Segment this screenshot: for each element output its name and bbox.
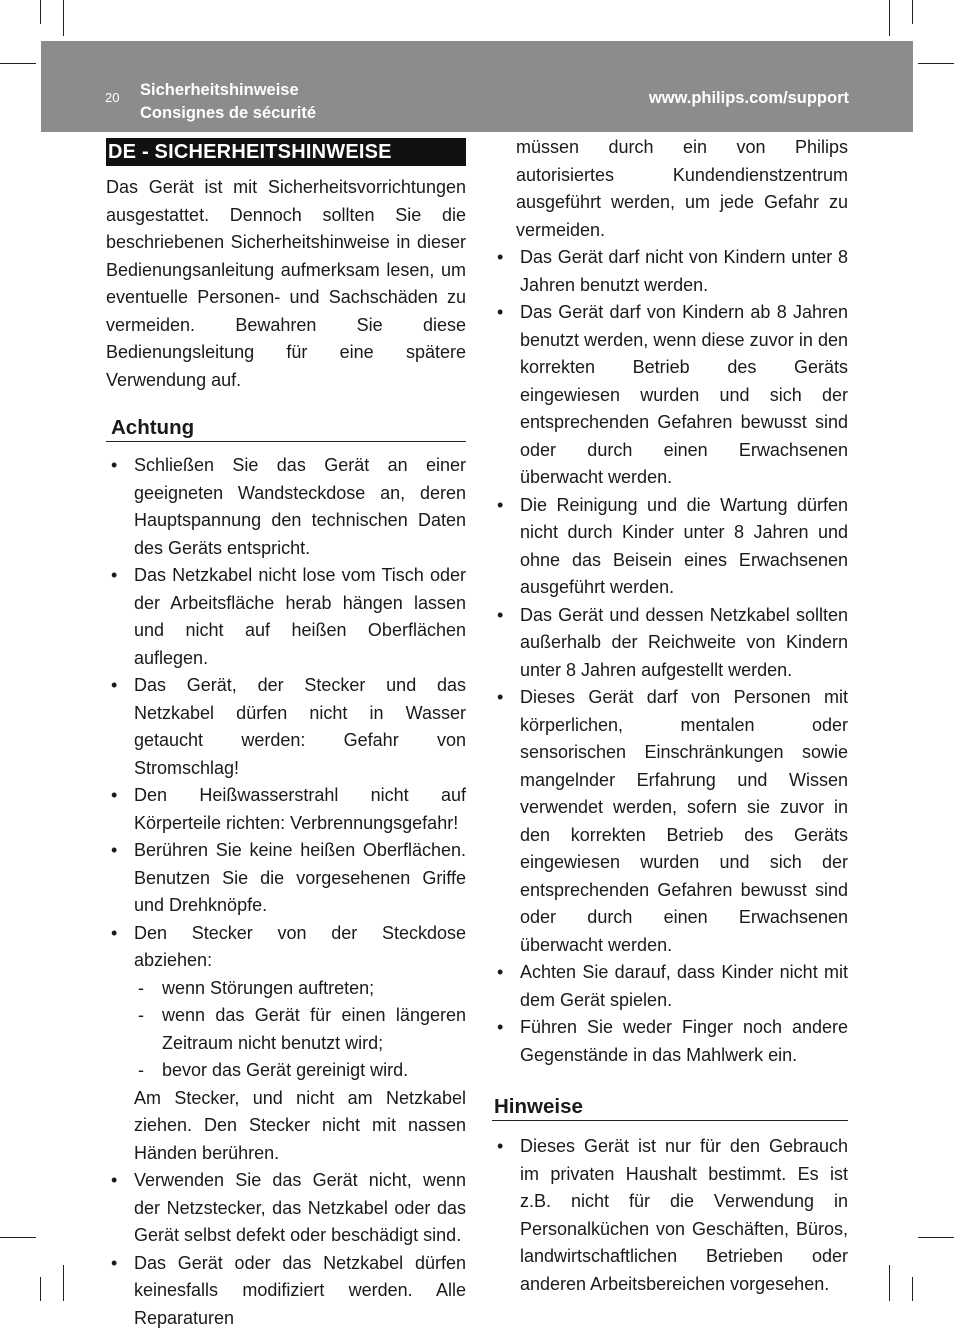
crop-mark [912, 0, 913, 24]
crop-mark [0, 63, 36, 64]
crop-mark [889, 0, 890, 36]
list-item: • Den Heißwasserstrahl nicht auf Körperteile richten: Verbrennungsgefahr! [106, 782, 466, 837]
list-item: • Die Reinigung und die Wartung dürfen nicht durch Kinder unter 8 Jahren und ohne das Beisein eines Erwachsenen ausgeführt werden. [492, 492, 848, 602]
right-column [492, 134, 848, 1298]
sub-list-item: - bevor das Gerät gereinigt wird. [134, 1057, 466, 1085]
achtung-list [106, 452, 466, 1332]
main-title: DE - SICHERHEITSHINWEISE [106, 138, 466, 166]
list-item: • Das Gerät, der Stecker und das Netzkabel dürfen nicht in Wasser getaucht werden: Gefahr von Stromschlag! [106, 672, 466, 782]
section-title-fr: Consignes de sécurité [140, 102, 316, 125]
section-title [140, 79, 316, 125]
list-item [106, 920, 466, 1168]
crop-mark [912, 1277, 913, 1301]
list-item: • Schließen Sie das Gerät an einer geeigneten Wandsteckdose an, deren Hauptspannung den technischen Daten des Geräts entspricht. [106, 452, 466, 562]
list-item: • Das Gerät und dessen Netzkabel sollten außerhalb der Reichweite von Kindern unter 8 Jahren aufgestellt werden. [492, 602, 848, 685]
continuation-text: müssen durch ein von Philips autorisiertes Kundendienstzentrum ausgeführt werden, um jede Gefahr zu vermeiden. [492, 134, 848, 244]
plug-note: Am Stecker, und nicht am Netzkabel ziehen. Den Stecker nicht mit nassen Händen berühren. [134, 1085, 466, 1168]
crop-mark [40, 1277, 41, 1301]
list-item: • Führen Sie weder Finger noch andere Gegenstände in das Mahlwerk ein. [492, 1014, 848, 1069]
list-item: • Das Netzkabel nicht lose vom Tisch oder der Arbeitsfläche herab hängen lassen und nicht auf heißen Oberflächen auflegen. [106, 562, 466, 672]
sub-list [134, 975, 466, 1085]
page-number: 20 [105, 90, 119, 105]
list-item: • Dieses Gerät darf von Personen mit körperlichen, mentalen oder sensorischen Einschränkungen sowie mangelnder Erfahrung und Wissen verwendet werden, sofern sie zuvor in den korrekten Betrieb des Geräts eingewiesen wurden und sich der entsprechenden Gefahren bewusst sind oder durch einen Erwachsenen überwacht werden. [492, 684, 848, 959]
sub-list-item: - wenn Störungen auftreten; [134, 975, 466, 1003]
right-list [492, 244, 848, 1069]
list-item: • Das Gerät oder das Netzkabel dürfen keinesfalls modifiziert werden. Alle Reparaturen [106, 1250, 466, 1332]
list-item: • Dieses Gerät ist nur für den Gebrauch im privaten Haushalt bestimmt. Es ist z.B. nicht für die Verwendung in Personalküchen von Geschäften, Büros, landwirtschaftlichen Betrieben oder anderen Arbeitsbereichen vorgesehen. [492, 1133, 848, 1298]
list-item: • Achten Sie darauf, dass Kinder nicht mit dem Gerät spielen. [492, 959, 848, 1014]
sub-list-item: - wenn das Gerät für einen längeren Zeitraum nicht benutzt wird; [134, 1002, 466, 1057]
intro-paragraph: Das Gerät ist mit Sicherheitsvorrichtungen ausgestattet. Dennoch sollten Sie die beschriebenen Sicherheitshinweise in dieser Bedienungsanleitung aufmerksam lesen, um eventuelle Personen- und Sachschäden zu vermeiden. Bewahren Sie diese Bedienungsleitung für eine spätere Verwendung auf. [106, 174, 466, 394]
list-item: • Das Gerät darf nicht von Kindern unter 8 Jahren benutzt werden. [492, 244, 848, 299]
section-title-de: Sicherheitshinweise [140, 79, 316, 102]
crop-mark [63, 1265, 64, 1301]
plug-item-text: Den Stecker von der Steckdose abziehen: [134, 923, 466, 971]
page-header [41, 41, 913, 132]
hinweise-heading: Hinweise [492, 1093, 848, 1121]
crop-mark [40, 0, 41, 24]
list-item: • Verwenden Sie das Gerät nicht, wenn der Netzstecker, das Netzkabel oder das Gerät selbst defekt oder beschädigt sind. [106, 1167, 466, 1250]
crop-mark [918, 1237, 954, 1238]
hinweise-list [492, 1133, 848, 1298]
list-item: • Das Gerät darf von Kindern ab 8 Jahren benutzt werden, wenn diese zuvor in den korrekten Betrieb des Geräts eingewiesen wurden und sich der entsprechenden Gefahren bewusst sind oder durch einen Erwachsenen überwacht werden. [492, 299, 848, 492]
achtung-heading: Achtung [106, 414, 466, 442]
list-item: • Berühren Sie keine heißen Oberflächen. Benutzen Sie die vorgesehenen Griffe und Drehknöpfe. [106, 837, 466, 920]
crop-mark [63, 0, 64, 36]
crop-mark [889, 1265, 890, 1301]
crop-mark [0, 1237, 36, 1238]
crop-mark [918, 63, 954, 64]
left-column [106, 138, 466, 1332]
support-url[interactable]: www.philips.com/support [649, 89, 849, 108]
